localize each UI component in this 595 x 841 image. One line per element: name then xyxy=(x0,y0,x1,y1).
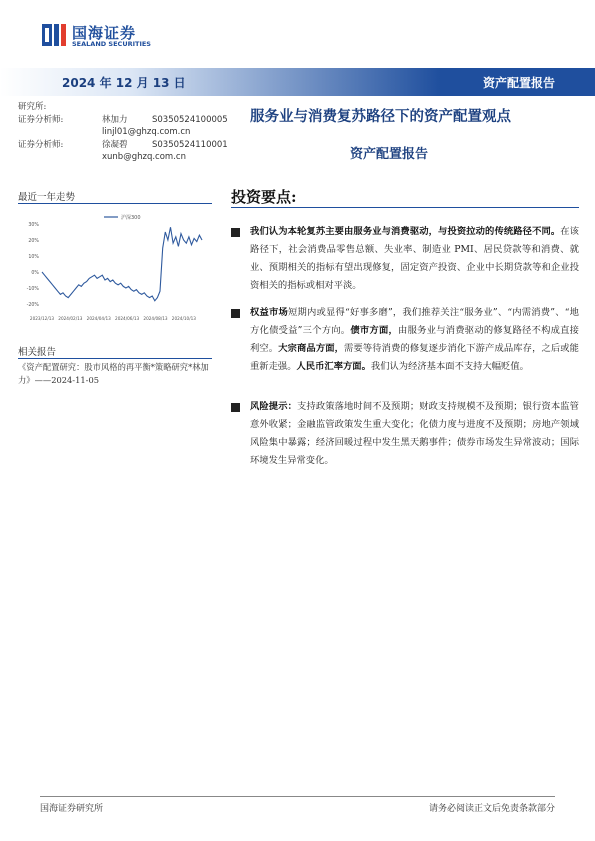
report-type: 资产配置报告 xyxy=(482,76,555,90)
related-title: 相关报告 xyxy=(18,347,57,358)
analyst-label: 证券分析师: xyxy=(18,114,64,125)
logo xyxy=(42,20,162,52)
y-tick-label: 20% xyxy=(28,239,39,244)
header-banner xyxy=(0,68,595,96)
trend-chart xyxy=(18,208,212,326)
logo-text-en: SEALAND SECURITIES xyxy=(72,40,151,48)
key-point-3-bold: 风险提示： xyxy=(250,401,298,412)
divider xyxy=(18,358,212,359)
key-point-1 xyxy=(250,223,579,295)
bullet-square xyxy=(231,309,240,318)
analyst-email[interactable]: linjl01@ghzq.com.cn xyxy=(102,127,191,137)
analyst-label: 证券分析师: xyxy=(18,139,64,150)
footer-divider xyxy=(40,796,555,797)
report-date: 2024 年 12 月 13 日 xyxy=(62,76,186,90)
key-point-2-bold-equity: 权益市场 xyxy=(250,307,288,318)
report-subtitle: 资产配置报告 xyxy=(350,147,429,162)
analyst-name: 林加力 xyxy=(102,114,128,125)
analyst-name: 徐凝碧 xyxy=(102,139,128,150)
y-tick-label: 0% xyxy=(31,271,39,276)
key-point-2 xyxy=(250,304,579,376)
key-point-3-text: 支持政策落地时间不及预期；财政支持规模不及预期；银行资本监管意外收紧；金融监管政策发生重大变化；化债力度与进度不及预期；房地产领域风险集中暴露；经济回暖过程中发生黑天鹅事件；债券市场发生异常波动；国际环境发生异常变化。 xyxy=(250,401,579,466)
footer-institute: 国海证券研究所 xyxy=(40,804,104,814)
analyst-email[interactable]: xunb@ghzq.com.cn xyxy=(102,152,186,162)
report-title: 服务业与消费复苏路径下的资产配置观点 xyxy=(250,108,511,125)
key-point-2-text-fx: 我们认为经济基本面不支持大幅贬值。 xyxy=(370,361,529,372)
related-report-link[interactable]: 《资产配置研究：股市风格的再平衡*策略研究*林加力》——2024-11-05 xyxy=(18,362,209,385)
x-tick-label: 2024/10/13 xyxy=(171,316,196,321)
trend-chart-svg xyxy=(18,208,212,326)
analyst-block xyxy=(18,101,228,164)
key-point-1-bold: 我们认为本轮复苏主要由服务业与消费驱动，与投资拉动的传统路径不同。 xyxy=(250,226,561,237)
bullet-square xyxy=(231,228,240,237)
y-tick-label: -10% xyxy=(26,287,39,292)
trend-title: 最近一年走势 xyxy=(18,192,76,203)
key-point-2-text-commodity: 需要等待消费的修复逐步消化下游产成品库存，之后或能重新走强。 xyxy=(250,343,579,372)
x-tick-label: 2024/04/13 xyxy=(86,316,111,321)
divider xyxy=(18,203,212,204)
y-tick-label: -20% xyxy=(26,303,39,308)
analyst-cert: S0350524100005 xyxy=(152,114,228,125)
y-tick-label: 10% xyxy=(28,255,39,260)
logo-text-cn: 国海证券 xyxy=(72,24,137,42)
x-tick-label: 2023/12/13 xyxy=(29,316,55,321)
sealand-logo-icon xyxy=(42,22,68,48)
x-tick-label: 2024/06/13 xyxy=(115,316,140,321)
y-tick-label: 30% xyxy=(28,223,39,228)
key-point-2-text-bond: 由服务业与消费驱动的修复路径不构成直接利空。 xyxy=(250,325,579,354)
key-point-2-text-equity: 短期内或显得“好事多磨”，我们推荐关注“服务业”、“内需消费”、“地方化债受益”三个方向。 xyxy=(250,307,579,336)
divider xyxy=(231,207,579,208)
x-tick-label: 2024/08/13 xyxy=(143,316,168,321)
key-point-3 xyxy=(250,398,579,470)
key-points-title: 投资要点: xyxy=(231,188,297,206)
key-point-2-bold-commodity: 大宗商品方面， xyxy=(278,343,345,354)
series-line xyxy=(42,227,202,301)
analyst-cert: S0350524110001 xyxy=(152,139,228,150)
key-point-2-bold-bond: 债市方面， xyxy=(350,325,399,336)
key-point-1-text: 在该路径下，社会消费品零售总额、失业率、制造业 PMI、居民贷款等和消费、就业、预期相关的指标有望出现修复，固定资产投资、企业中长期贷款等和企业投资相关的指标或相对平淡。 xyxy=(250,226,579,291)
legend-label: 沪深300 xyxy=(121,215,141,221)
key-point-2-bold-fx: 人民币汇率方面。 xyxy=(296,361,371,372)
research-label: 研究所: xyxy=(18,102,47,112)
footer-disclaimer: 请务必阅读正文后免责条款部分 xyxy=(428,804,555,814)
x-tick-label: 2024/02/13 xyxy=(58,316,83,321)
bullet-square xyxy=(231,403,240,412)
